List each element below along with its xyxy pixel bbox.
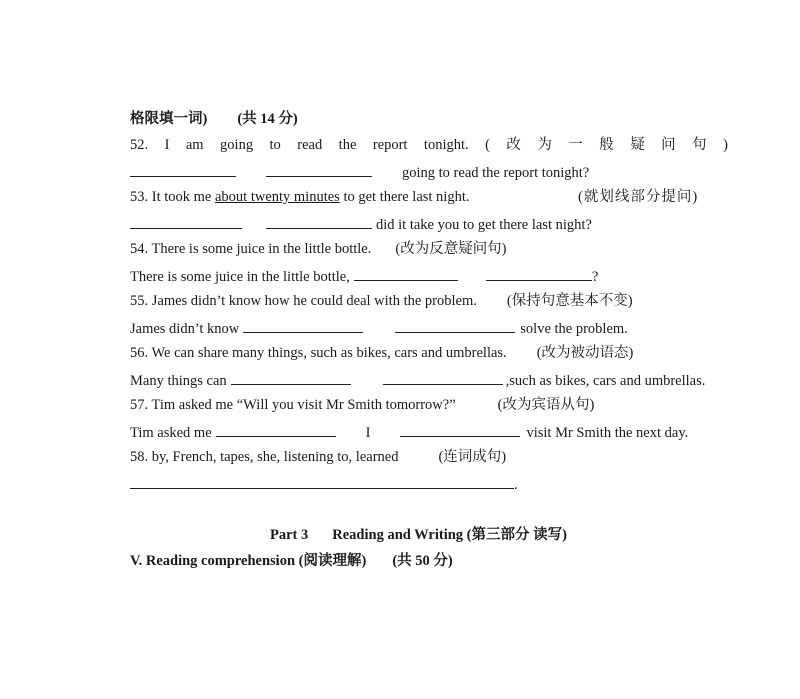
q52-word: report (372, 137, 408, 153)
q55-instruction: (保持句意基本不变) (506, 293, 633, 309)
answer-blank[interactable] (243, 318, 363, 333)
section-v-header (130, 552, 453, 570)
q53-suffix: to get there last night. (343, 189, 470, 205)
q53-prefix: 53. It took me (130, 189, 212, 205)
q57-instruction: (改为宾语从句) (497, 397, 595, 413)
answer-blank[interactable] (486, 266, 592, 281)
q55-answer-prefix: James didn’t know (130, 321, 240, 337)
question-53 (130, 188, 470, 206)
q55-answer-line (130, 318, 628, 338)
question-54 (130, 240, 507, 258)
q58-answer-end: . (514, 477, 518, 493)
q53-answer-text: did it take you to get there last night? (376, 217, 592, 233)
q52-word: 般 (599, 137, 614, 153)
q52-word: to (269, 137, 281, 153)
q52-answer-line (130, 162, 589, 182)
part3-label: Part 3 (270, 527, 309, 543)
q52-word: I (164, 137, 170, 153)
question-56 (130, 344, 633, 362)
question-58 (130, 448, 506, 466)
q58-instruction: (连词成句) (438, 449, 507, 465)
q52-word: ) (723, 137, 728, 153)
q52-answer-text: going to read the report tonight? (402, 165, 590, 181)
q52-word: going (220, 137, 254, 153)
q56-instruction: (改为被动语态) (536, 345, 634, 361)
q55-text: 55. James didn’t know how he could deal with the problem. (130, 293, 477, 309)
part3-header (270, 526, 567, 544)
answer-blank[interactable] (395, 318, 515, 333)
q57-answer-line (130, 422, 688, 442)
q57-answer-prefix: Tim asked me (130, 425, 212, 441)
answer-blank[interactable] (400, 422, 520, 437)
answer-blank[interactable] (354, 266, 458, 281)
question-55 (130, 292, 633, 310)
answer-blank[interactable] (130, 214, 242, 229)
q52-word: 改 (506, 137, 521, 153)
q57-answer-suffix: visit Mr Smith the next day. (526, 425, 689, 441)
q56-answer-line (130, 370, 705, 390)
section-v-score: (共 50 分) (392, 553, 453, 569)
q58-answer-line (130, 474, 518, 494)
q53-instruction: (就划线部分提问) (578, 189, 699, 205)
section-iv-header (130, 110, 298, 128)
question-57 (130, 396, 594, 414)
question-52 (130, 136, 728, 154)
answer-blank[interactable] (231, 370, 351, 385)
q56-answer-prefix: Many things can (130, 373, 227, 389)
answer-blank[interactable] (130, 474, 514, 489)
q56-answer-suffix: ,such as bikes, cars and umbrellas. (505, 373, 706, 389)
q54-answer-line (130, 266, 598, 286)
answer-blank[interactable] (130, 162, 236, 177)
q54-instruction: (改为反意疑问句) (395, 241, 507, 257)
answer-blank[interactable] (383, 370, 503, 385)
q52-word: tonight. (423, 137, 469, 153)
q52-word: 疑 (630, 137, 645, 153)
answer-blank[interactable] (266, 214, 372, 229)
q54-answer-prefix: There is some juice in the little bottle, (130, 269, 350, 285)
section-v-title: V. Reading comprehension (阅读理解) (130, 553, 367, 569)
q52-word: ( (485, 137, 490, 153)
q52-word: 问 (661, 137, 676, 153)
q56-text: 56. We can share many things, such as bikes, cars and umbrellas. (130, 345, 507, 361)
q52-word: 句 (692, 137, 707, 153)
q53-answer-line (130, 214, 592, 234)
q52-word: am (185, 137, 204, 153)
q52-word: 为 (537, 137, 552, 153)
q55-answer-suffix: solve the problem. (520, 321, 628, 337)
q53-underlined-phrase: about twenty minutes (214, 189, 340, 205)
q52-word: 52. (130, 137, 149, 153)
section-iv-title: 格限填一词) (130, 111, 208, 127)
q52-word: read (297, 137, 323, 153)
q52-word: 一 (568, 137, 583, 153)
answer-blank[interactable] (216, 422, 336, 437)
q54-answer-end: ? (591, 269, 599, 285)
q54-text: 54. There is some juice in the little bottle. (130, 241, 372, 257)
section-iv-score: (共 14 分) (237, 111, 298, 127)
answer-blank[interactable] (266, 162, 372, 177)
q58-text: 58. by, French, tapes, she, listening to, learned (130, 449, 399, 465)
q52-word: the (338, 137, 357, 153)
part3-title: Reading and Writing (第三部分 读写) (332, 527, 567, 543)
q57-text: 57. Tim asked me “Will you visit Mr Smith tomorrow?” (130, 397, 456, 413)
q57-answer-middle: I (365, 425, 371, 441)
